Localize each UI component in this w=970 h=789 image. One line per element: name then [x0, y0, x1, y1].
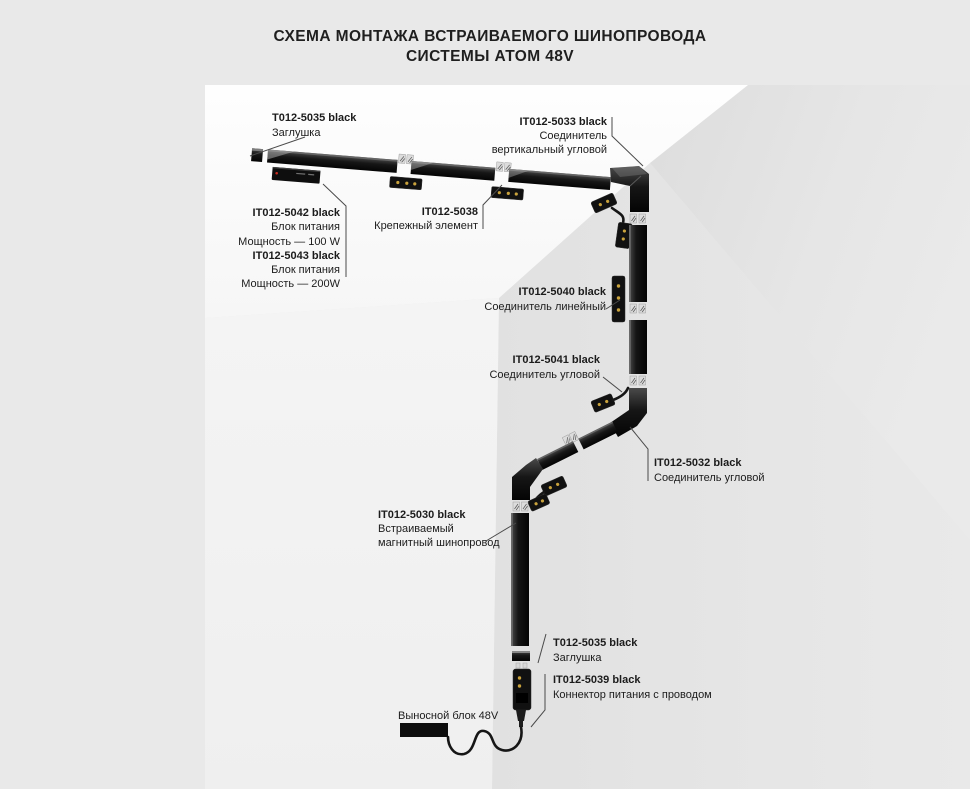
end-cap-bottom: [512, 651, 530, 661]
page-title-line2: СИСТЕМЫ АТОМ 48V: [405, 48, 575, 65]
part-number: IT012-5032 black: [654, 457, 742, 469]
part-name: Заглушка: [272, 127, 321, 139]
fastener-clip: [639, 376, 646, 385]
part-name: Коннектор питания с проводом: [553, 689, 712, 701]
mount-element: [491, 187, 524, 201]
fastener-clip: [630, 214, 637, 223]
part-name: Мощность — 200W: [241, 278, 340, 290]
part-number: T012-5035 black: [553, 637, 638, 649]
part-name: Встраиваемый: [378, 523, 454, 535]
page-title-line1: СХЕМА МОНТАЖА ВСТРАИВАЕМОГО ШИНОПРОВОДА: [273, 28, 707, 45]
part-name: Мощность — 100 W: [238, 236, 340, 248]
fastener-clip: [639, 304, 646, 313]
part-number: IT012-5030 black: [378, 509, 466, 521]
part-number: IT012-5033 black: [519, 116, 607, 128]
part-name: Блок питания: [271, 264, 340, 276]
remote-driver-block: [400, 723, 448, 737]
part-number: IT012-5038: [421, 206, 478, 218]
fastener-clip: [496, 162, 503, 171]
fastener-clip: [639, 214, 646, 223]
part-number: IT012-5042 black: [252, 207, 340, 219]
part-name: Блок питания: [271, 221, 340, 233]
part-name: Соединитель линейный: [484, 301, 606, 313]
part-name: Заглушка: [553, 652, 602, 664]
part-number: IT012-5040 black: [518, 286, 606, 298]
fastener-clip: [630, 304, 637, 313]
part-name: Крепежный элемент: [374, 220, 478, 232]
part-name: Соединитель угловой: [654, 472, 765, 484]
part-name: вертикальный угловой: [491, 144, 607, 156]
part-number: T012-5035 black: [272, 112, 357, 124]
track-segment: [629, 320, 647, 374]
fastener-clip: [630, 376, 637, 385]
track-segment: [629, 225, 647, 302]
linear-connector: [612, 276, 625, 322]
fastener-clip: [398, 154, 405, 163]
vertical-track-lower: [511, 502, 529, 646]
fastener-clip: [513, 502, 520, 511]
label-remote-block: [398, 710, 499, 722]
part-number: IT012-5043 black: [252, 250, 340, 262]
part-number: IT012-5041 black: [512, 354, 600, 366]
vertical-track-upper: [629, 214, 647, 385]
fastener-clip: [522, 502, 529, 511]
part-name: Выносной блок 48V: [398, 710, 499, 722]
part-name: Соединитель угловой: [489, 369, 600, 381]
part-number: IT012-5039 black: [553, 674, 641, 686]
track-segment: [511, 513, 529, 646]
mount-element: [389, 176, 422, 190]
part-name: магнитный шинопровод: [378, 537, 500, 549]
part-name: Соединитель: [539, 130, 607, 142]
